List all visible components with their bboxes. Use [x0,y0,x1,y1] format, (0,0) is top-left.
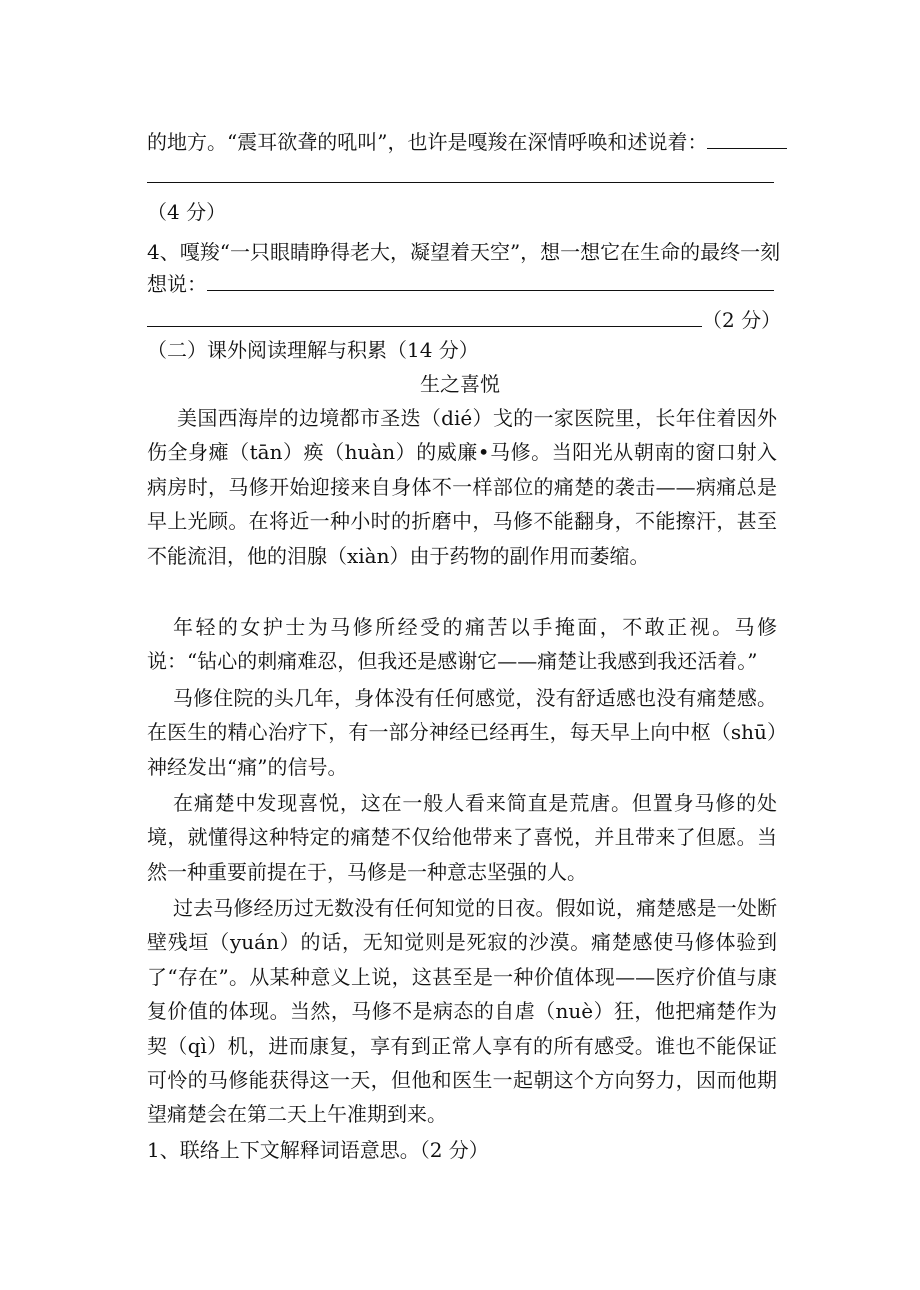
q3-tail-text: 的地方。“震耳欲聋的吼叫”，也许是嘎羧在深情呼唤和述说着： [147,130,708,154]
passage-title: 生之喜悦 [420,372,500,396]
q3-tail-line [147,128,787,156]
q3-answer-blank[interactable] [707,128,787,149]
q4-score: （2 分） [702,308,782,332]
q4-prompt: 想说： [147,272,207,296]
q4-answer-blank-2[interactable] [147,306,702,327]
q1-question: 1、联络上下文解释词语意思。（2 分） [147,1138,489,1162]
q3-score: （4 分） [147,200,227,224]
q4-prompt-line [147,270,774,298]
passage-paragraph-3: 马修住院的头几年，身体没有任何感觉，没有舒适感也没有痛楚感。在医生的精心治疗下，有一部分神经已经再生，每天早上向中枢（shū）神经发出“痛”的信号。 [147,686,777,779]
section2-heading: （二）课外阅读理解与积累（14 分） [147,338,479,362]
passage-paragraph-4: 在痛楚中发现喜悦，这在一般人看来简直是荒唐。但置身马修的处境，就懂得这种特定的痛楚不仅给他带来了喜悦，并且带来了但愿。当然一种重要前提在于，马修是一种意志坚强的人。 [147,791,777,884]
q3-answer-line[interactable] [147,182,774,183]
passage-paragraph-5: 过去马修经历过无数没有任何知觉的日夜。假如说，痛楚感是一处断壁残垣（yuán）的话，无知觉则是死寂的沙漠。痛楚感使马修体验到了“存在”。从某种意义上说，这甚至是一种价值体现——医疗价值与康复价值的体现。当然，马修不是病态的自虐（nuè）狂，他把痛楚作为契（qì）机，进而康复，享有到正常人享有的所有感受。谁也不能保证可怜的马修能获得这一天，但他和医生一起朝这个方向努力，因而他期望痛楚会在第二天上午准期到来。 [147,896,777,1127]
q4-answer-blank-1[interactable] [207,270,774,291]
passage-paragraph-2: 年轻的女护士为马修所经受的痛苦以手掩面，不敢正视。马修说：“钻心的刺痛难忍，但我还是感谢它——痛楚让我感到我还活着。” [147,615,777,674]
q4-second-line [147,306,781,334]
passage-paragraph-1: 美国西海岸的边境都市圣迭（dié）戈的一家医院里，长年住着因外伤全身瘫（tān）痪（huàn）的威廉•马修。当阳光从朝南的窗口射入病房时，马修开始迎接来自身体不一样部位的痛楚的袭击——病痛总是早上光顾。在将近一种小时的折磨中，马修不能翻身，不能擦汗，甚至不能流泪，他的泪腺（xiàn）由于药物的副作用而萎缩。 [147,406,777,568]
q4-question: 4、嘎羧“一只眼睛睁得老大，凝望着天空”，想一想它在生命的最终一刻 [147,240,781,264]
